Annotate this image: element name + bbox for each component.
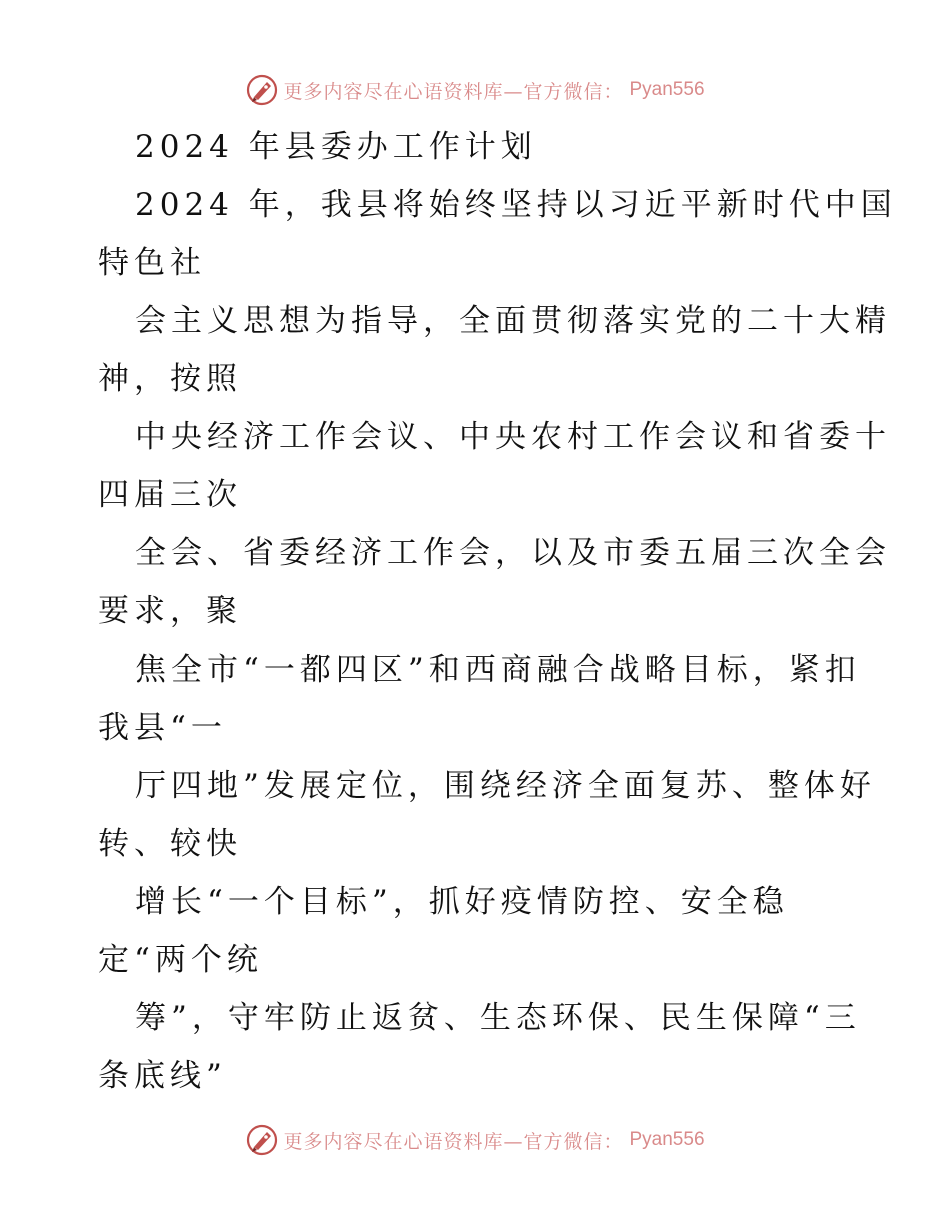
- watermark-text: 更多内容尽在心语资料库—官方微信：: [283, 80, 624, 103]
- body-line: 定“两个统: [98, 942, 263, 978]
- pen-nib-logo-icon: [245, 73, 279, 107]
- body-line: 中央经济工作会议、中央农村工作会议和省委十: [135, 419, 891, 455]
- footer-watermark: [0, 1120, 950, 1160]
- body-line: 增长“一个目标”，抓好疫情防控、安全稳: [135, 884, 789, 920]
- body-line: 2024 年，我县将始终坚持以习近平新时代中国: [135, 187, 897, 223]
- pen-nib-logo-icon: [245, 1123, 279, 1157]
- body-line: 全会、省委经济工作会，以及市委五届三次全会: [135, 535, 891, 571]
- body-line: 条底线”: [98, 1058, 227, 1094]
- body-line: 四届三次: [98, 477, 242, 513]
- body-line: 会主义思想为指导，全面贯彻落实党的二十大精: [135, 303, 891, 339]
- body-line: 特色社: [98, 245, 206, 281]
- watermark-wechat-id: Pyan556: [629, 79, 705, 100]
- body-line: 我县“一: [98, 710, 227, 746]
- body-line: 焦全市“一都四区”和西商融合战略目标，紧扣: [135, 652, 861, 688]
- header-watermark: [0, 70, 950, 110]
- body-line: 转、较快: [98, 826, 242, 862]
- body-line: 筹”，守牢防止返贫、生态环保、民生保障“三: [135, 1000, 861, 1036]
- body-line: 神，按照: [98, 361, 242, 397]
- watermark-wechat-id: Pyan556: [629, 1129, 705, 1150]
- watermark-text: 更多内容尽在心语资料库—官方微信：: [283, 1130, 624, 1153]
- document-title: 2024 年县委办工作计划: [135, 129, 537, 165]
- body-line: 要求，聚: [98, 593, 242, 629]
- body-line: 厅四地”发展定位，围绕经济全面复苏、整体好: [135, 768, 876, 804]
